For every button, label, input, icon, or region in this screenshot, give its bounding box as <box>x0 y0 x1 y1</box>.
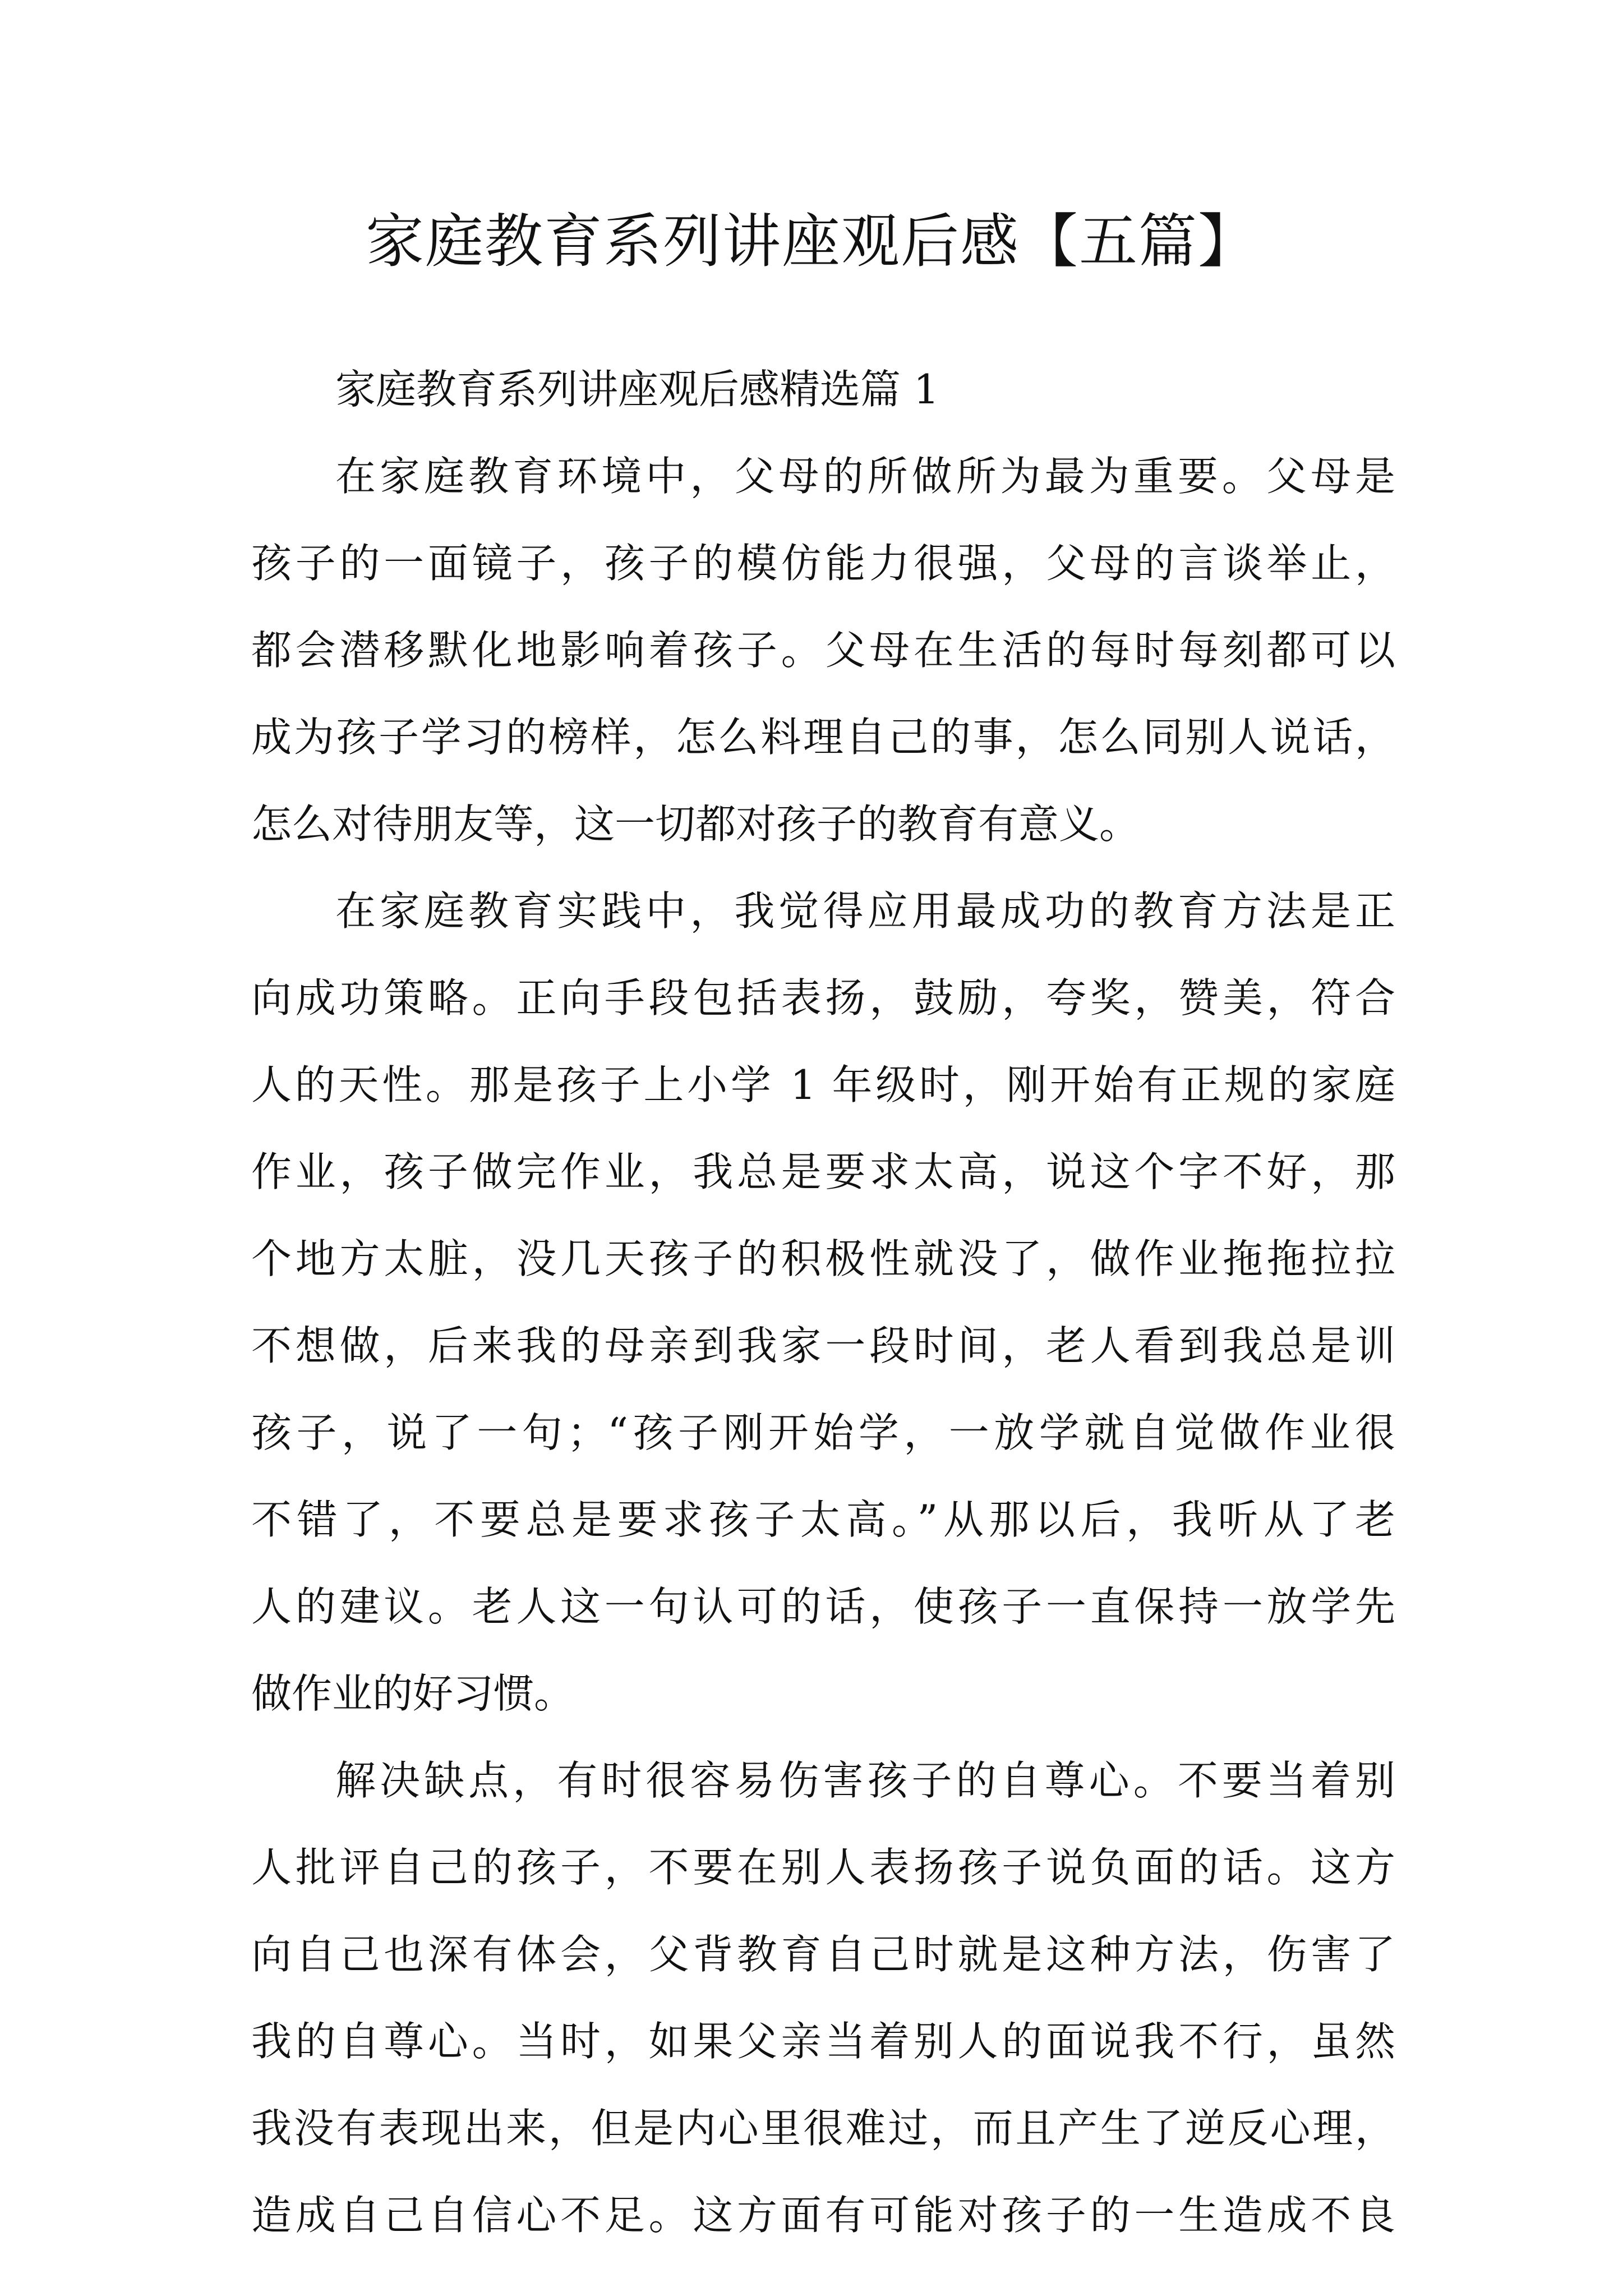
paragraph-2-line-1: 在家庭教育实践中，我觉得应用最成功的教育方法是正 <box>335 887 1395 935</box>
paragraph-2-line-10: 做作业的好习惯。 <box>251 1670 575 1717</box>
paragraph-2-line-5: 个地方太脏，没几天孩子的积极性就没了，做作业拖拖拉拉 <box>251 1235 1395 1282</box>
paragraph-3-line-1: 解决缺点，有时很容易伤害孩子的自尊心。不要当着别 <box>335 1757 1395 1804</box>
paragraph-2-line-6: 不想做，后来我的母亲到我家一段时间，老人看到我总是训 <box>251 1322 1395 1369</box>
paragraph-3-line-2: 人批评自己的孩子，不要在别人表扬孩子说负面的话。这方 <box>251 1844 1395 1891</box>
paragraph-1-line-5: 怎么对待朋友等，这一切都对孩子的教育有意义。 <box>251 800 1140 848</box>
paragraph-2-line-7: 孩子，说了一句；“孩子刚开始学，一放学就自觉做作业很 <box>251 1409 1395 1456</box>
paragraph-2-line-9: 人的建议。老人这一句认可的话，使孩子一直保持一放学先 <box>251 1583 1395 1630</box>
paragraph-2-line-3: 人的天性。那是孩子上小学 1 年级时，刚开始有正规的家庭 <box>251 1061 1395 1108</box>
document-title: 家庭教育系列讲座观后感【五篇】 <box>365 207 1257 275</box>
section-heading: 家庭教育系列讲座观后感精选篇 1 <box>335 366 939 413</box>
paragraph-2-line-8: 不错了，不要总是要求孩子太高。”从那以后，我听从了老 <box>251 1496 1395 1543</box>
paragraph-3-line-4: 我的自尊心。当时，如果父亲当着别人的面说我不行，虽然 <box>251 2018 1395 2065</box>
paragraph-2-line-4: 作业，孩子做完作业，我总是要求太高，说这个字不好，那 <box>251 1148 1395 1195</box>
paragraph-3-line-6: 造成自己自信心不足。这方面有可能对孩子的一生造成不良 <box>251 2192 1395 2239</box>
document-body <box>251 346 1395 2259</box>
paragraph-1-line-4: 成为孩子学习的榜样，怎么料理自己的事，怎么同别人说话， <box>251 714 1395 761</box>
paragraph-1-line-1: 在家庭教育环境中，父母的所做所为最为重要。父母是 <box>335 453 1395 500</box>
paragraph-3-line-5: 我没有表现出来，但是内心里很难过，而且产生了逆反心理， <box>251 2105 1395 2152</box>
paragraph-1-line-2: 孩子的一面镜子，孩子的模仿能力很强，父母的言谈举止， <box>251 540 1395 587</box>
paragraph-2-line-2: 向成功策略。正向手段包括表扬，鼓励，夸奖，赞美，符合 <box>251 974 1395 1022</box>
paragraph-3-line-3: 向自己也深有体会，父背教育自己时就是这种方法，伤害了 <box>251 1931 1395 1978</box>
paragraph-1-line-3: 都会潜移默化地影响着孩子。父母在生活的每时每刻都可以 <box>251 627 1395 674</box>
